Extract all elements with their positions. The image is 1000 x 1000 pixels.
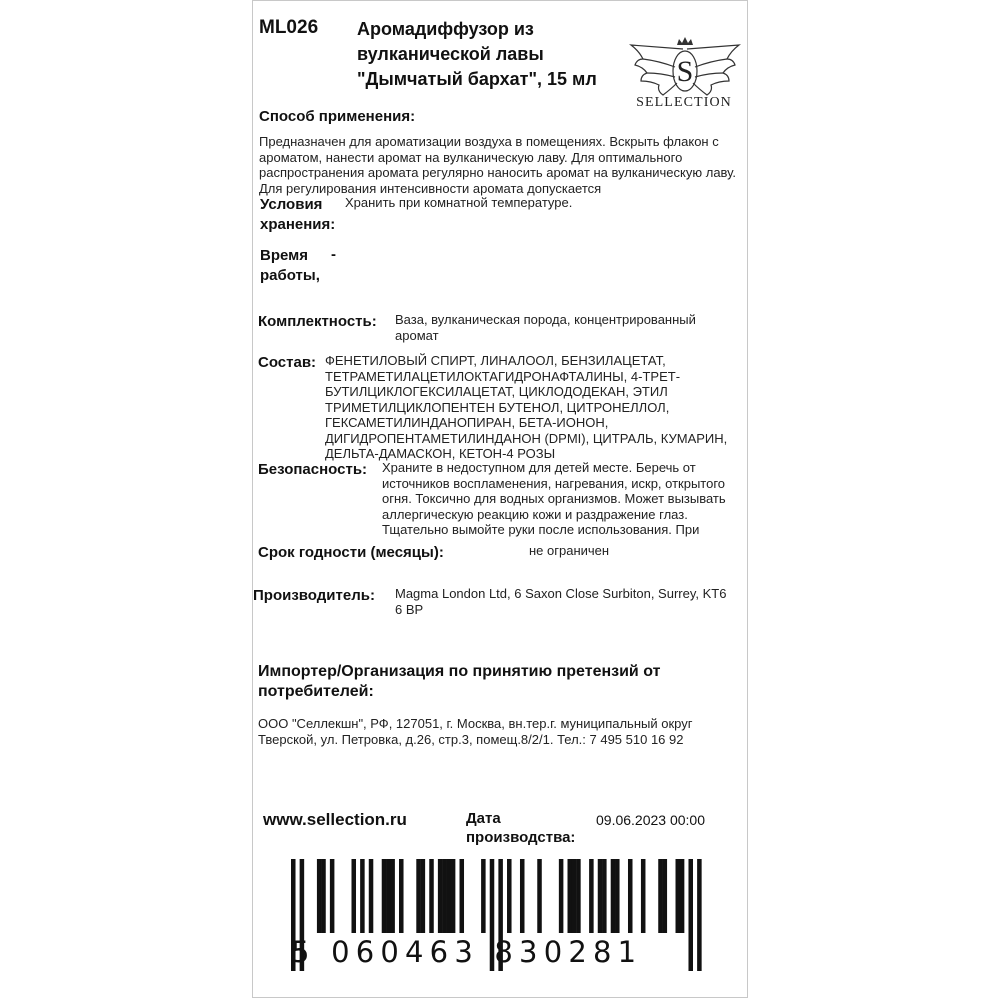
storage-heading: Условия хранения: xyxy=(260,196,336,233)
barcode-bar xyxy=(658,859,663,933)
barcode-bar xyxy=(628,859,633,933)
barcode-bar xyxy=(321,859,326,933)
barcode-bar xyxy=(442,859,447,933)
shelf-life-value: не ограничен xyxy=(529,543,610,558)
barcode-bar xyxy=(429,859,434,933)
barcode-bar xyxy=(360,859,365,933)
storage-text: Хранить при комнатной температуре. xyxy=(345,195,573,210)
barcode-bar xyxy=(598,859,603,933)
usage-heading: Способ применения: xyxy=(259,108,416,125)
barcode-bar xyxy=(351,859,356,933)
barcode-bar xyxy=(386,859,391,933)
barcode-bar xyxy=(421,859,426,933)
manufacturer-text: Magma London Ltd, 6 Saxon Close Surbiton, Surrey, KT6 6 BP xyxy=(395,586,727,617)
importer-text: ООО "Селлекшн", РФ, 127051, г. Москва, вн.тер.г. муниципальный округ Тверской, ул. Петровка, д.26, стр.3, помещ.8/2/1. Тел.: 7 495 510 16 92 xyxy=(258,716,693,747)
work-time-value: - xyxy=(331,246,336,263)
work-time-heading: Время работы, xyxy=(260,247,320,284)
barcode-bar xyxy=(382,859,387,933)
product-label xyxy=(252,0,748,998)
kit-text: Ваза, вулканическая порода, концентрированный аромат xyxy=(395,312,696,343)
barcode-bar xyxy=(680,859,685,933)
barcode-bar xyxy=(611,859,616,933)
website-link[interactable]: www.sellection.ru xyxy=(263,810,407,829)
usage-text: Предназначен для ароматизации воздуха в помещениях. Вскрыть флакон с ароматом, нанести аромат на вулканическую лаву. Для оптимального распространения аромата регулярно наносить аромат на вулканическую лаву. Для регулирования интенсивности аромата допускается xyxy=(259,134,736,196)
manufacturer-heading: Производитель: xyxy=(253,587,375,604)
barcode-bar xyxy=(460,859,465,933)
brand-name: SELLECTION xyxy=(636,95,732,110)
importer-heading: Импортер/Организация по принятию претензий от потребителей: xyxy=(258,663,661,700)
barcode-bar xyxy=(330,859,335,933)
barcode-bar xyxy=(676,859,681,933)
barcode-bar xyxy=(507,859,512,933)
composition-text: ФЕНЕТИЛОВЫЙ СПИРТ, ЛИНАЛООЛ, БЕНЗИЛАЦЕТАТ, ТЕТРАМЕТИЛАЦЕТИЛОКТАГИДРОНАФТАЛИНЫ, 4-ТРЕТ-БУТИЛЦИКЛОГЕКСИЛАЦЕТАТ, ЦИКЛОДОДЕКАН, ЭТИЛ ТРИМЕТИЛЦИКЛОПЕНТЕН БУТЕНОЛ, ЦИТРОНЕЛЛОЛ, ГЕКСАМЕТИЛИНДАНОПИРАН, БЕТА-ИОНОН, ДИГИДРОПЕНТАМЕТИЛИНДАНОН (DPMI), ЦИТРАЛЬ, КУМАРИН, ДЕЛЬТА-ДАМАСКОН, КЕТОН-4 РОЗЫ xyxy=(325,353,728,461)
barcode-bar xyxy=(451,859,456,933)
logo-letter: S xyxy=(676,55,694,88)
barcode-bar xyxy=(572,859,577,933)
barcode-bar xyxy=(663,859,668,933)
barcode-bar xyxy=(399,859,404,933)
barcode-digits: 5 060463 830281 xyxy=(291,935,643,969)
safety-heading: Безопасность: xyxy=(258,461,368,478)
barcode-bar xyxy=(438,859,443,933)
barcode-bar xyxy=(576,859,581,933)
barcode-bar xyxy=(537,859,542,933)
shelf-life-heading: Срок годности (месяцы): xyxy=(258,544,444,561)
barcode-bar xyxy=(369,859,374,933)
composition-heading: Состав: xyxy=(258,354,317,371)
production-date-heading: Дата производства: xyxy=(466,810,576,846)
kit-heading: Комплектность: xyxy=(258,313,377,330)
barcode-bar xyxy=(520,859,525,933)
barcode-bar xyxy=(602,859,607,933)
barcode-bar xyxy=(317,859,322,933)
safety-text: Храните в недоступном для детей месте. Беречь от источников воспламенения, нагревания, искр, открытого огня. Токсично для водных организмов. Может вызывать аллергическую реакцию кожи и раздражение глаз. Тщательно вымойте руки после использования. При xyxy=(382,460,726,537)
product-title: Аромадиффузор из вулканической лавы "Дымчатый бархат", 15 мл xyxy=(357,19,597,89)
barcode-bar xyxy=(390,859,395,933)
barcode-bar xyxy=(615,859,620,933)
barcode-bar xyxy=(559,859,564,933)
barcode-bar xyxy=(589,859,594,933)
production-date-value: 09.06.2023 00:00 xyxy=(596,812,705,828)
barcode-bar xyxy=(481,859,486,933)
barcode-bar xyxy=(447,859,452,933)
product-sku: ML026 xyxy=(259,17,319,38)
barcode-bar xyxy=(641,859,646,933)
barcode-bar xyxy=(568,859,573,933)
barcode-bar xyxy=(416,859,421,933)
